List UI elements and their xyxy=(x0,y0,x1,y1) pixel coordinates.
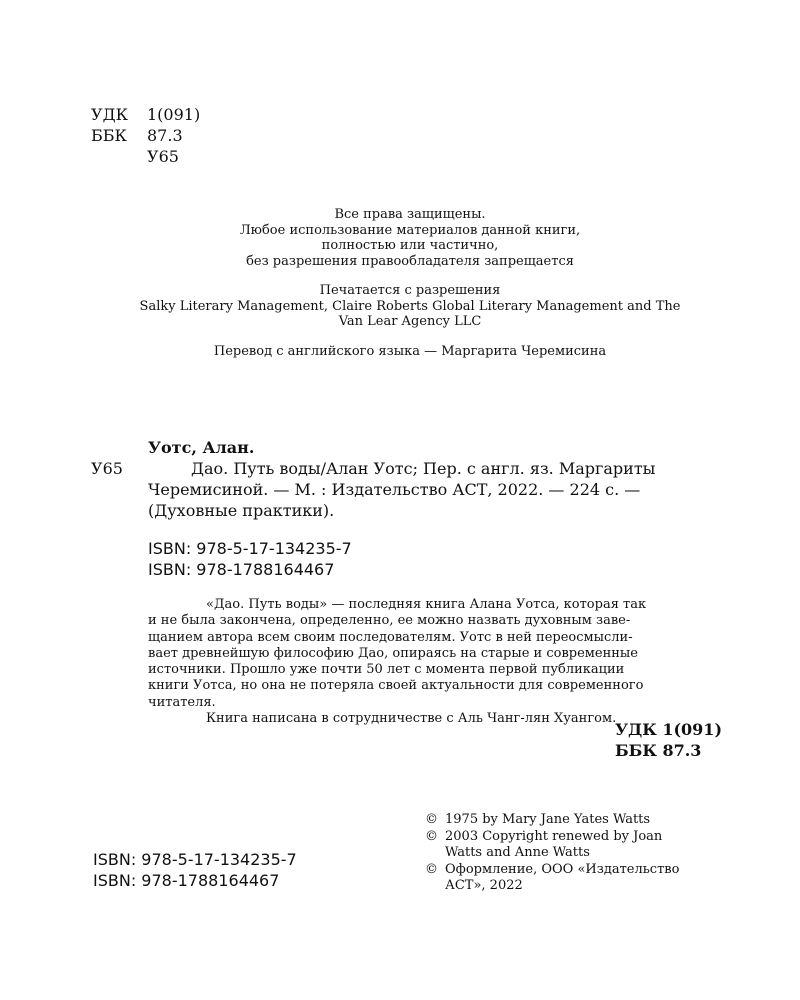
permission-line: Van Lear Agency LLC xyxy=(338,314,482,329)
copyright-symbol: © xyxy=(425,828,438,844)
translation-line: Перевод с английского языка — Маргарита Черемисина xyxy=(213,344,607,359)
rights-line: полностью или частично, xyxy=(321,238,499,253)
card-description-line: Черемисиной. — М. : Издательство АСТ, 2022. — 224 с. — xyxy=(148,480,641,499)
card-description-line: (Духовные практики). xyxy=(148,501,335,520)
card-author: Уотс, Алан. xyxy=(148,438,255,457)
copyright-symbol: © xyxy=(425,861,438,877)
card-description-line: Дао. Путь воды/Алан Уотс; Пер. с англ. яз. Маргариты xyxy=(191,459,656,478)
rights-notice xyxy=(60,207,760,269)
permission-line: Печатается с разрешения xyxy=(319,283,501,298)
isbn-bottom: ISBN: 978-5-17-134235-7 xyxy=(93,850,297,869)
annotation-line: щанием автора всем своим последователям. Уотс в ней переосмысли- xyxy=(148,629,633,645)
annotation xyxy=(148,597,744,727)
udk-label: УДК xyxy=(91,105,128,124)
author-mark: У65 xyxy=(147,147,179,166)
permission-line: Salky Literary Management, Claire Roberts Global Literary Management and The xyxy=(139,298,681,314)
bbk-row xyxy=(91,125,200,146)
udk-row xyxy=(91,104,200,125)
rights-line: без разрешения правообладателя запрещается xyxy=(246,253,574,269)
card-isbn: ISBN: 978-5-17-134235-7 xyxy=(148,539,352,558)
copyright-text: АСТ», 2022 xyxy=(445,878,523,893)
annotation-line: источники. Прошло уже почти 50 лет с момента первой публикации xyxy=(148,662,625,678)
bbk-code: ББК 87.3 xyxy=(615,741,702,760)
udk-code: УДК 1(091) xyxy=(615,720,723,739)
copyright-text: Оформление, ООО «Издательство xyxy=(445,861,680,877)
udk-value: 1(091) xyxy=(147,105,201,124)
isbn-bottom: ISBN: 978-1788164467 xyxy=(93,871,280,890)
annotation-line: вает древнейшую философию Дао, опираясь на старые и современные xyxy=(148,645,638,661)
translation-notice xyxy=(60,344,760,360)
card-isbn: ISBN: 978-1788164467 xyxy=(148,560,335,579)
card-author-mark: У65 xyxy=(91,459,123,478)
bbk-label: ББК xyxy=(91,126,127,145)
copyright-symbol: © xyxy=(425,812,438,827)
author-mark-row xyxy=(91,146,200,167)
classification-codes-right xyxy=(615,719,722,761)
permission-notice xyxy=(60,283,760,330)
annotation-line: «Дао. Путь воды» — последняя книга Алана Уотса, которая так xyxy=(206,597,647,612)
card-isbn-list xyxy=(148,538,352,580)
copyright-item xyxy=(425,829,679,862)
classification-block xyxy=(91,104,200,167)
card-description xyxy=(148,458,655,521)
copyright-block xyxy=(425,812,679,895)
annotation-line: читателя. xyxy=(148,694,216,710)
copyright-text: 2003 Copyright renewed by Joan xyxy=(445,828,663,844)
rights-line: Все права защищены. xyxy=(334,207,486,222)
annotation-line: книги Уотса, но она не потеряла своей актуальности для современного xyxy=(148,678,644,694)
rights-line: Любое использование материалов данной книги, xyxy=(239,222,581,238)
copyright-text: Watts and Anne Watts xyxy=(445,845,590,860)
copyright-text: 1975 by Mary Jane Yates Watts xyxy=(445,812,651,827)
copyright-item xyxy=(425,862,679,895)
annotation-coauthor: Книга написана в сотрудничестве с Аль Чанг-лян Хуангом. xyxy=(206,711,617,727)
isbn-bottom-list xyxy=(93,849,297,891)
copyright-item xyxy=(425,812,679,829)
annotation-line: и не была закончена, определенно, ее можно назвать духовным заве- xyxy=(148,613,631,629)
bbk-value: 87.3 xyxy=(147,126,183,145)
